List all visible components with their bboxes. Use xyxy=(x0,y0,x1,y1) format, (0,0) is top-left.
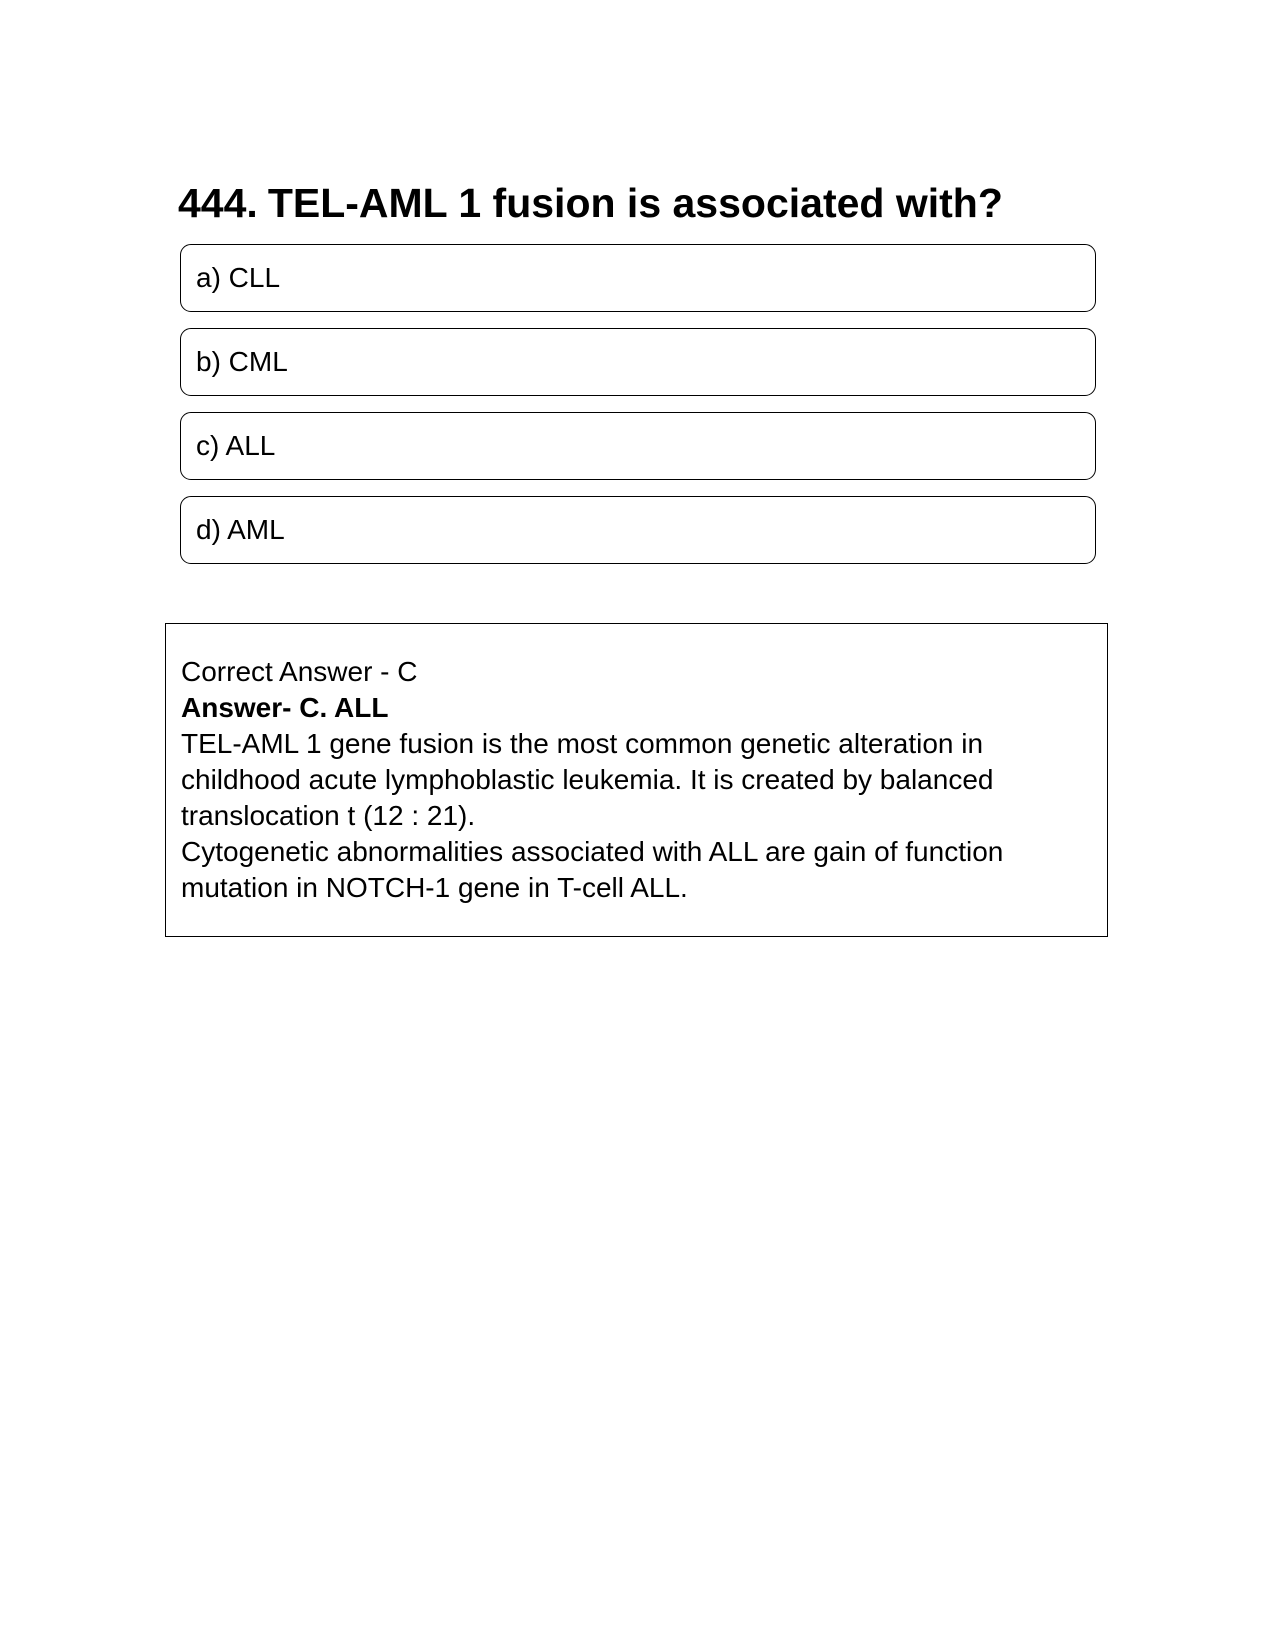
question-text: TEL-AML 1 fusion is associated with? xyxy=(267,180,1003,226)
answer-box xyxy=(165,623,1108,937)
explanation-line: translocation t (12 : 21). xyxy=(181,800,476,831)
option-d[interactable]: d) AML xyxy=(180,496,1096,564)
option-b[interactable]: b) CML xyxy=(180,328,1096,396)
explanation-line: Cytogenetic abnormalities associated with ALL are gain of function xyxy=(181,836,1004,867)
options-list xyxy=(180,244,1096,580)
correct-answer-line: Correct Answer - C xyxy=(181,656,418,687)
option-c[interactable]: c) ALL xyxy=(180,412,1096,480)
question-number: 444. xyxy=(178,180,258,226)
explanation-line: TEL-AML 1 gene fusion is the most common genetic alteration in xyxy=(181,728,984,759)
explanation-line: childhood acute lymphoblastic leukemia. It is created by balanced xyxy=(181,764,994,795)
question-title xyxy=(178,176,1108,230)
answer-line: Answer- C. ALL xyxy=(181,692,389,723)
option-a[interactable]: a) CLL xyxy=(180,244,1096,312)
explanation-line: mutation in NOTCH-1 gene in T-cell ALL. xyxy=(181,872,688,903)
